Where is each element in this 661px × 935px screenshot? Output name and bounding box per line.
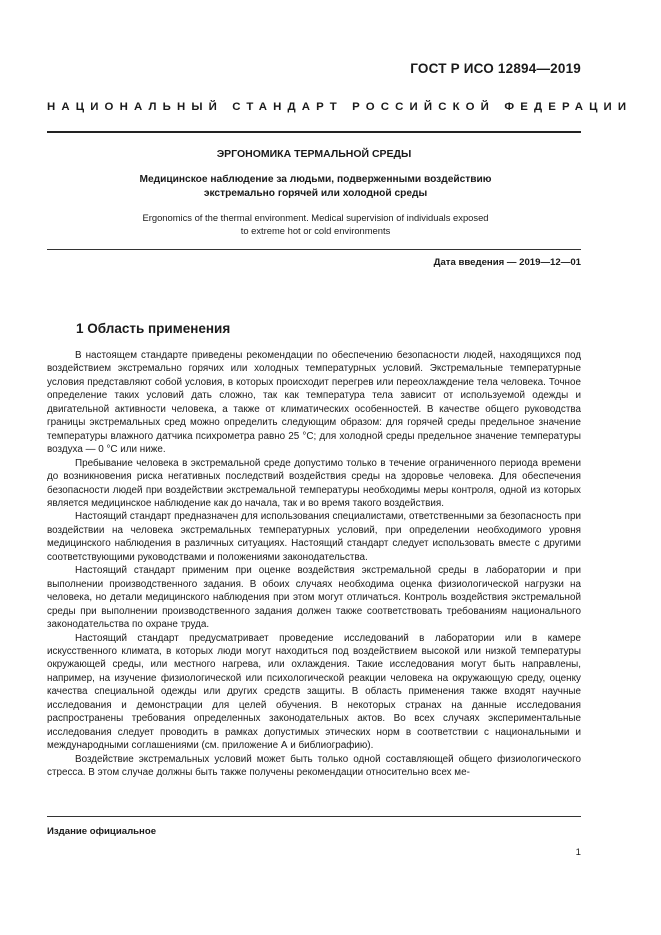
document-title: ЭРГОНОМИКА ТЕРМАЛЬНОЙ СРЕДЫ xyxy=(216,148,412,160)
english-title xyxy=(100,211,531,237)
paragraph-2: Пребывание человека в экстремальной среде допустимо только в течение ограниченного периода времени до возникновения риска негативных последствий воздействия среды на здоровье человека. Для обеспечения безопасности людей при воздействии экстремальной температуры необходимы меры контроля, одной из которых является медицинское наблюдение как до начала, так и во время такого воздействия. xyxy=(47,457,581,509)
footer-divider xyxy=(47,816,581,817)
title-divider xyxy=(47,249,581,250)
page-number: 1 xyxy=(575,847,581,858)
english-title-line-2: to extreme hot or cold environments xyxy=(240,225,391,236)
paragraph-4: Настоящий стандарт применим при оценке воздействия экстремальной среды в лаборатории и при выполнении производственного задания. В обоих случаях необходима оценка физиологической нагрузки на человека, но детали медицинского наблюдения при этом могут отличаться. Контроль воздействия экстремальной среды при выполнении производственного задания должен также соответствовать требованиям национального законодательства по охране труда. xyxy=(47,565,581,631)
official-edition-label: Издание официальное xyxy=(47,826,157,837)
paragraph-6: Воздействие экстремальных условий может быть только одной составляющей общего физиологического стресса. В этом случае должны быть также получены рекомендации относительно всех ме- xyxy=(47,753,581,779)
section-body xyxy=(47,349,581,780)
document-subtitle xyxy=(90,173,541,201)
paragraph-1: В настоящем стандарте приведены рекомендации по обеспечению безопасности людей, находящихся под воздействием экстремально горячих или холодных температурных условий. Экстремальные температурные условия представляют собой условия, в которых происходит перегрев или переохлаждение тела человека. Точное определение таких условий дать сложно, так как температура тела зависит от используемой одежды и двигательной активности человека, а также от климатических особенностей. В качестве общего руководства границы экстремальных сред можно определить следующим образом: для горячей среды предельное значение температуры влажного датчика психрометра равно 25 °С; для холодной среды предельное значение температуры воздуха — 0 °С или ниже. xyxy=(47,350,581,456)
paragraph-5: Настоящий стандарт предусматривает проведение исследований в лаборатории или в камере искусственного климата, в которых люди могут находиться под воздействием высокой или низкой температуры окружающей среды, или местного нагрева, или охлаждения. Такие исследования могут быть направлены, например, на изучение физиологической или психологической реакции человека на окружающую среду, оценку качества специальной одежды или других средств защиты. В область применения также входят научные исследования и демонстрации для целей обучения. В некоторых странах на данные исследования распространены требования определенных законодательных актов. Во всех случаях экспериментальные исследования следует проводить в рамках допустимых этических норм в соответствии с национальными и международными соглашениями (см. приложение А и библиографию). xyxy=(47,632,581,752)
subtitle-line-2: экстремально горячей или холодной среды xyxy=(203,188,428,199)
section-heading: 1 Область применения xyxy=(76,321,231,336)
english-title-line-1: Ergonomics of the thermal environment. Medical supervision of individuals exposed xyxy=(142,212,489,223)
national-standard-label: НАЦИОНАЛЬНЫЙ СТАНДАРТ РОССИЙСКОЙ ФЕДЕРАЦИИ xyxy=(47,101,633,113)
introduction-date: Дата введения — 2019—12—01 xyxy=(433,257,581,268)
header-divider xyxy=(47,131,581,133)
document-code: ГОСТ Р ИСО 12894—2019 xyxy=(410,61,581,76)
subtitle-line-1: Медицинское наблюдение за людьми, подверженными воздействию xyxy=(139,174,492,185)
paragraph-3: Настоящий стандарт предназначен для использования специалистами, ответственными за безопасность при воздействии на человека экстремальных температурных условий, при определении необходимого уровня медицинского наблюдения в различных ситуациях. Настоящий стандарт следует использовать вместе с другими соответствующими руководствами и положениями законодательства. xyxy=(47,511,581,563)
